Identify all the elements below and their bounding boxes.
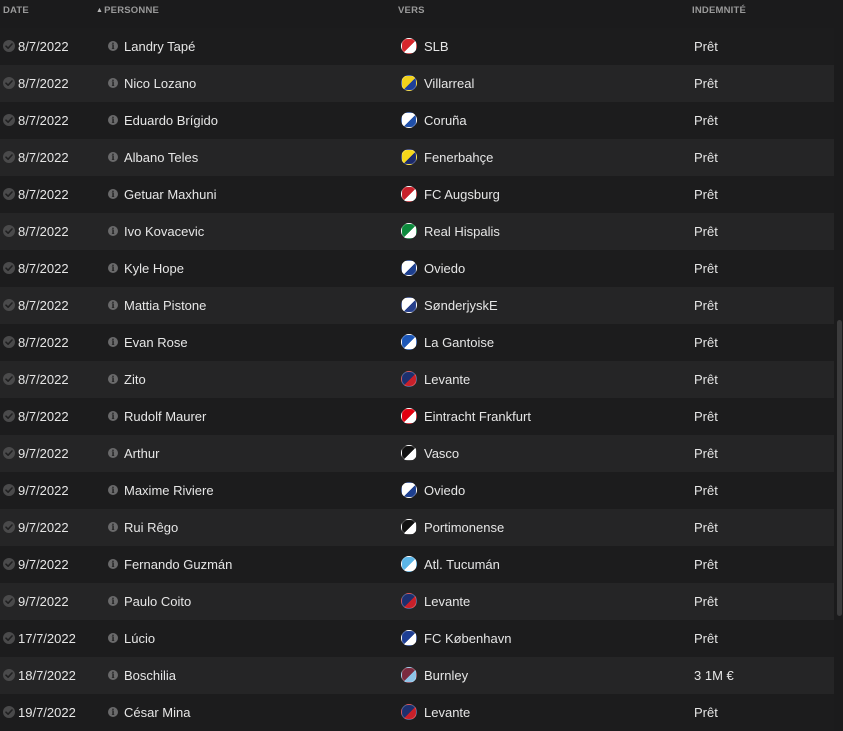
table-row[interactable] xyxy=(0,435,834,472)
transfer-date: 8/7/2022 xyxy=(18,372,69,387)
column-header-vers-label: VERS xyxy=(398,5,425,16)
transfer-fee: Prêt xyxy=(694,150,718,165)
transfer-fee: Prêt xyxy=(694,76,718,91)
club-name-link[interactable]: Portimonense xyxy=(424,520,505,535)
club-name-link[interactable]: Vasco xyxy=(424,446,460,461)
transfer-fee: Prêt xyxy=(694,39,718,54)
check-icon xyxy=(3,706,15,718)
table-row[interactable] xyxy=(0,250,834,287)
table-row[interactable] xyxy=(0,398,834,435)
transfer-fee: Prêt xyxy=(694,557,718,572)
table-row[interactable] xyxy=(0,213,834,250)
transfer-date: 9/7/2022 xyxy=(18,520,69,535)
info-icon[interactable]: i xyxy=(108,485,118,495)
info-icon[interactable]: i xyxy=(108,374,118,384)
table-row[interactable] xyxy=(0,472,834,509)
transfer-fee: Prêt xyxy=(694,594,718,609)
info-icon[interactable]: i xyxy=(108,115,118,125)
club-crest-icon xyxy=(401,445,417,461)
club-name-link[interactable]: SLB xyxy=(424,39,449,54)
table-row[interactable] xyxy=(0,324,834,361)
club-name-link[interactable]: Fenerbahçe xyxy=(424,150,494,165)
table-row[interactable] xyxy=(0,694,834,731)
check-icon xyxy=(3,151,15,163)
player-name-link[interactable]: Fernando Guzmán xyxy=(124,557,233,572)
transfer-date: 9/7/2022 xyxy=(18,557,69,572)
info-icon[interactable]: i xyxy=(108,78,118,88)
transfer-date: 8/7/2022 xyxy=(18,409,69,424)
info-icon[interactable]: i xyxy=(108,337,118,347)
column-header-personne[interactable] xyxy=(96,5,159,16)
transfer-fee: Prêt xyxy=(694,187,718,202)
transfer-fee: Prêt xyxy=(694,446,718,461)
player-name-link[interactable]: Paulo Coito xyxy=(124,594,192,609)
club-name-link[interactable]: Coruña xyxy=(424,113,467,128)
table-row[interactable] xyxy=(0,139,834,176)
club-crest-icon xyxy=(401,75,417,91)
check-icon xyxy=(3,77,15,89)
sort-ascending-icon: ▲ xyxy=(96,7,104,14)
check-icon xyxy=(3,40,15,52)
club-crest-icon xyxy=(401,482,417,498)
transfer-fee: Prêt xyxy=(694,298,718,313)
column-header-date-label: DATE xyxy=(3,5,29,16)
column-header-indemnite-label: INDEMNITÉ xyxy=(692,5,747,16)
transfer-date: 8/7/2022 xyxy=(18,224,69,239)
info-icon[interactable]: i xyxy=(108,448,118,458)
club-crest-icon xyxy=(401,667,417,683)
club-crest-icon xyxy=(401,371,417,387)
column-header-personne-label: PERSONNE xyxy=(104,5,160,16)
club-crest-icon xyxy=(401,630,417,646)
player-name-link[interactable]: César Mina xyxy=(124,705,191,720)
column-header-date[interactable] xyxy=(3,5,29,16)
transfer-date: 8/7/2022 xyxy=(18,335,69,350)
transfer-fee: Prêt xyxy=(694,520,718,535)
check-icon xyxy=(3,188,15,200)
check-icon xyxy=(3,558,15,570)
club-crest-icon xyxy=(401,556,417,572)
check-icon xyxy=(3,225,15,237)
table-row[interactable] xyxy=(0,583,834,620)
club-crest-icon xyxy=(401,519,417,535)
check-icon xyxy=(3,262,15,274)
info-icon[interactable]: i xyxy=(108,226,118,236)
info-icon[interactable]: i xyxy=(108,411,118,421)
column-header-vers[interactable] xyxy=(398,5,425,16)
player-name-link[interactable]: Mattia Pistone xyxy=(124,298,207,313)
club-crest-icon xyxy=(401,704,417,720)
player-name-link[interactable]: Maxime Riviere xyxy=(124,483,214,498)
transfer-date: 8/7/2022 xyxy=(18,187,69,202)
player-name-link[interactable]: Lúcio xyxy=(124,631,156,646)
transfer-fee: Prêt xyxy=(694,261,718,276)
transfer-date: 9/7/2022 xyxy=(18,446,69,461)
club-crest-icon xyxy=(401,297,417,313)
club-crest-icon xyxy=(401,149,417,165)
table-row[interactable] xyxy=(0,509,834,546)
club-crest-icon xyxy=(401,38,417,54)
transfer-fee: Prêt xyxy=(694,705,718,720)
check-icon xyxy=(3,632,15,644)
player-name-link[interactable]: Landry Tapé xyxy=(124,39,196,54)
player-name-link[interactable]: Kyle Hope xyxy=(124,261,184,276)
transfer-date: 8/7/2022 xyxy=(18,39,69,54)
check-icon xyxy=(3,595,15,607)
club-crest-icon xyxy=(401,186,417,202)
transfer-date: 8/7/2022 xyxy=(18,150,69,165)
transfer-fee: Prêt xyxy=(694,372,718,387)
transfer-fee: Prêt xyxy=(694,224,718,239)
table-row[interactable] xyxy=(0,102,834,139)
table-header xyxy=(0,0,843,28)
club-name-link[interactable]: SønderjyskE xyxy=(424,298,498,313)
club-crest-icon xyxy=(401,260,417,276)
transfers-table-body xyxy=(0,28,834,731)
info-icon[interactable]: i xyxy=(108,596,118,606)
club-name-link[interactable]: Villarreal xyxy=(424,76,475,91)
player-name-link[interactable]: Albano Teles xyxy=(124,150,199,165)
transfer-fee: Prêt xyxy=(694,631,718,646)
club-name-link[interactable]: Eintracht Frankfurt xyxy=(424,409,531,424)
info-icon[interactable]: i xyxy=(108,670,118,680)
transfer-fee: Prêt xyxy=(694,409,718,424)
club-name-link[interactable]: La Gantoise xyxy=(424,335,495,350)
check-icon xyxy=(3,484,15,496)
transfer-fee: 3 1M € xyxy=(694,668,734,683)
table-row[interactable] xyxy=(0,620,834,657)
column-header-indemnite[interactable] xyxy=(692,5,746,16)
transfer-date: 18/7/2022 xyxy=(18,668,76,683)
transfer-fee: Prêt xyxy=(694,483,718,498)
check-icon xyxy=(3,669,15,681)
transfer-date: 8/7/2022 xyxy=(18,261,69,276)
transfer-date: 17/7/2022 xyxy=(18,631,76,646)
table-row[interactable] xyxy=(0,28,834,65)
club-name-link[interactable]: Levante xyxy=(424,705,471,720)
player-name-link[interactable]: Zito xyxy=(124,372,146,387)
club-crest-icon xyxy=(401,112,417,128)
info-icon[interactable]: i xyxy=(108,263,118,273)
transfer-date: 9/7/2022 xyxy=(18,594,69,609)
info-icon[interactable]: i xyxy=(108,189,118,199)
club-crest-icon xyxy=(401,223,417,239)
club-name-link[interactable]: Atl. Tucumán xyxy=(424,557,500,572)
club-name-link[interactable]: Burnley xyxy=(424,668,469,683)
transfer-fee: Prêt xyxy=(694,335,718,350)
check-icon xyxy=(3,447,15,459)
player-name-link[interactable]: Evan Rose xyxy=(124,335,188,350)
transfer-date: 19/7/2022 xyxy=(18,705,76,720)
info-icon[interactable]: i xyxy=(108,41,118,51)
club-crest-icon xyxy=(401,408,417,424)
info-icon[interactable]: i xyxy=(108,633,118,643)
table-row[interactable] xyxy=(0,176,834,213)
table-row[interactable] xyxy=(0,546,834,583)
transfer-fee: Prêt xyxy=(694,113,718,128)
transfer-date: 8/7/2022 xyxy=(18,113,69,128)
player-name-link[interactable]: Arthur xyxy=(124,446,160,461)
club-name-link[interactable]: Oviedo xyxy=(424,261,466,276)
club-crest-icon xyxy=(401,593,417,609)
check-icon xyxy=(3,336,15,348)
info-icon[interactable]: i xyxy=(108,522,118,532)
info-icon[interactable]: i xyxy=(108,152,118,162)
check-icon xyxy=(3,410,15,422)
info-icon[interactable]: i xyxy=(108,707,118,717)
table-row[interactable] xyxy=(0,657,834,694)
player-name-link[interactable]: Getuar Maxhuni xyxy=(124,187,217,202)
table-row[interactable] xyxy=(0,361,834,398)
transfer-date: 8/7/2022 xyxy=(18,298,69,313)
check-icon xyxy=(3,373,15,385)
table-row[interactable] xyxy=(0,65,834,102)
club-name-link[interactable]: Oviedo xyxy=(424,483,466,498)
club-crest-icon xyxy=(401,334,417,350)
check-icon xyxy=(3,521,15,533)
check-icon xyxy=(3,299,15,311)
player-name-link[interactable]: Eduardo Brígido xyxy=(124,113,218,128)
player-name-link[interactable]: Rui Rêgo xyxy=(124,520,179,535)
player-name-link[interactable]: Boschilia xyxy=(124,668,177,683)
check-icon xyxy=(3,114,15,126)
transfer-date: 9/7/2022 xyxy=(18,483,69,498)
player-name-link[interactable]: Rudolf Maurer xyxy=(124,409,207,424)
club-name-link[interactable]: Levante xyxy=(424,594,471,609)
transfer-date: 8/7/2022 xyxy=(18,76,69,91)
club-name-link[interactable]: Real Hispalis xyxy=(424,224,500,239)
player-name-link[interactable]: Ivo Kovacevic xyxy=(124,224,205,239)
info-icon[interactable]: i xyxy=(108,559,118,569)
info-icon[interactable]: i xyxy=(108,300,118,310)
club-name-link[interactable]: FC Augsburg xyxy=(424,187,500,202)
table-row[interactable] xyxy=(0,287,834,324)
vertical-scrollbar[interactable] xyxy=(837,320,842,616)
player-name-link[interactable]: Nico Lozano xyxy=(124,76,197,91)
club-name-link[interactable]: Levante xyxy=(424,372,471,387)
club-name-link[interactable]: FC København xyxy=(424,631,512,646)
